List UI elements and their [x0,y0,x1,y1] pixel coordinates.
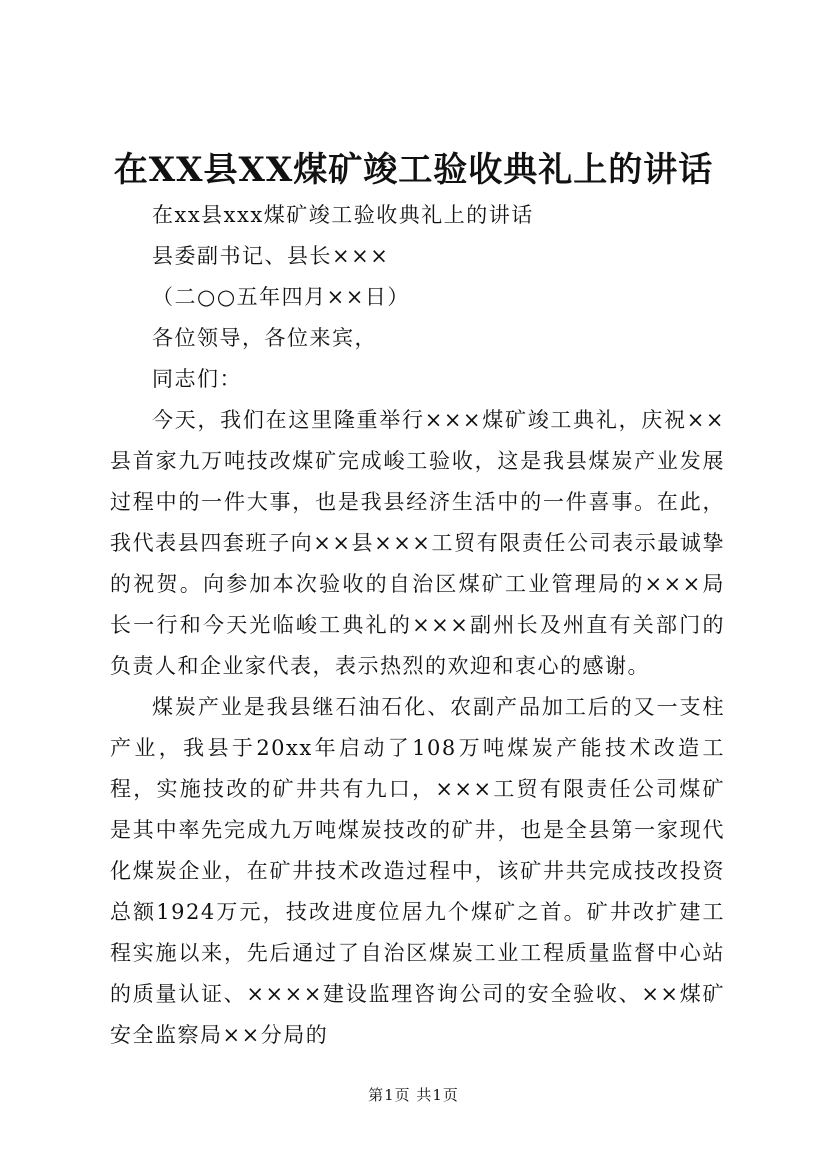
document-title: 在XX县XX煤矿竣工验收典礼上的讲话 [113,150,714,190]
salutation-line: 各位领导，各位来宾， [152,326,377,350]
date-line: （二○○五年四月××日） [152,285,410,309]
subtitle-line: 在xx县xxx煤矿竣工验收典礼上的讲话 [152,203,534,227]
salutation-line-2: 同志们： [152,367,242,391]
speaker-line: 县委副书记、县长××× [152,244,390,268]
document-body [110,195,725,1056]
page-number-footer: 第1页 共1页 [368,1086,459,1104]
body-paragraph-1: 今天，我们在这里隆重举行×××煤矿竣工典礼，庆祝××县首家九万吨技改煤矿完成峻工验收，这是我县煤炭产业发展过程中的一件大事，也是我县经济生活中的一件喜事。在此，我代表县四套班子向××县×××工贸有限责任公司表示最诚挚的祝贺。向参加本次验收的自治区煤矿工业管理局的×××局长一行和今天光临峻工典礼的×××副州长及州直有关部门的负责人和企业家代表，表示热烈的欢迎和衷心的感谢。 [110,408,725,678]
body-paragraph-2: 煤炭产业是我县继石油石化、农副产品加工后的又一支柱产业，我县于20xx年启动了108万吨煤炭产能技术改造工程，实施技改的矿井共有九口，×××工贸有限责任公司煤矿是其中率先完成九万吨煤炭技改的矿井，也是全县第一家现代化煤炭企业，在矿井技术改造过程中，该矿井共完成技改投资总额1924万元，技改进度位居九个煤矿之首。矿井改扩建工程实施以来，先后通过了自治区煤炭工业工程质量监督中心站的质量认证、××××建设监理咨询公司的安全验收、××煤矿安全监察局××分局的 [110,695,725,1047]
